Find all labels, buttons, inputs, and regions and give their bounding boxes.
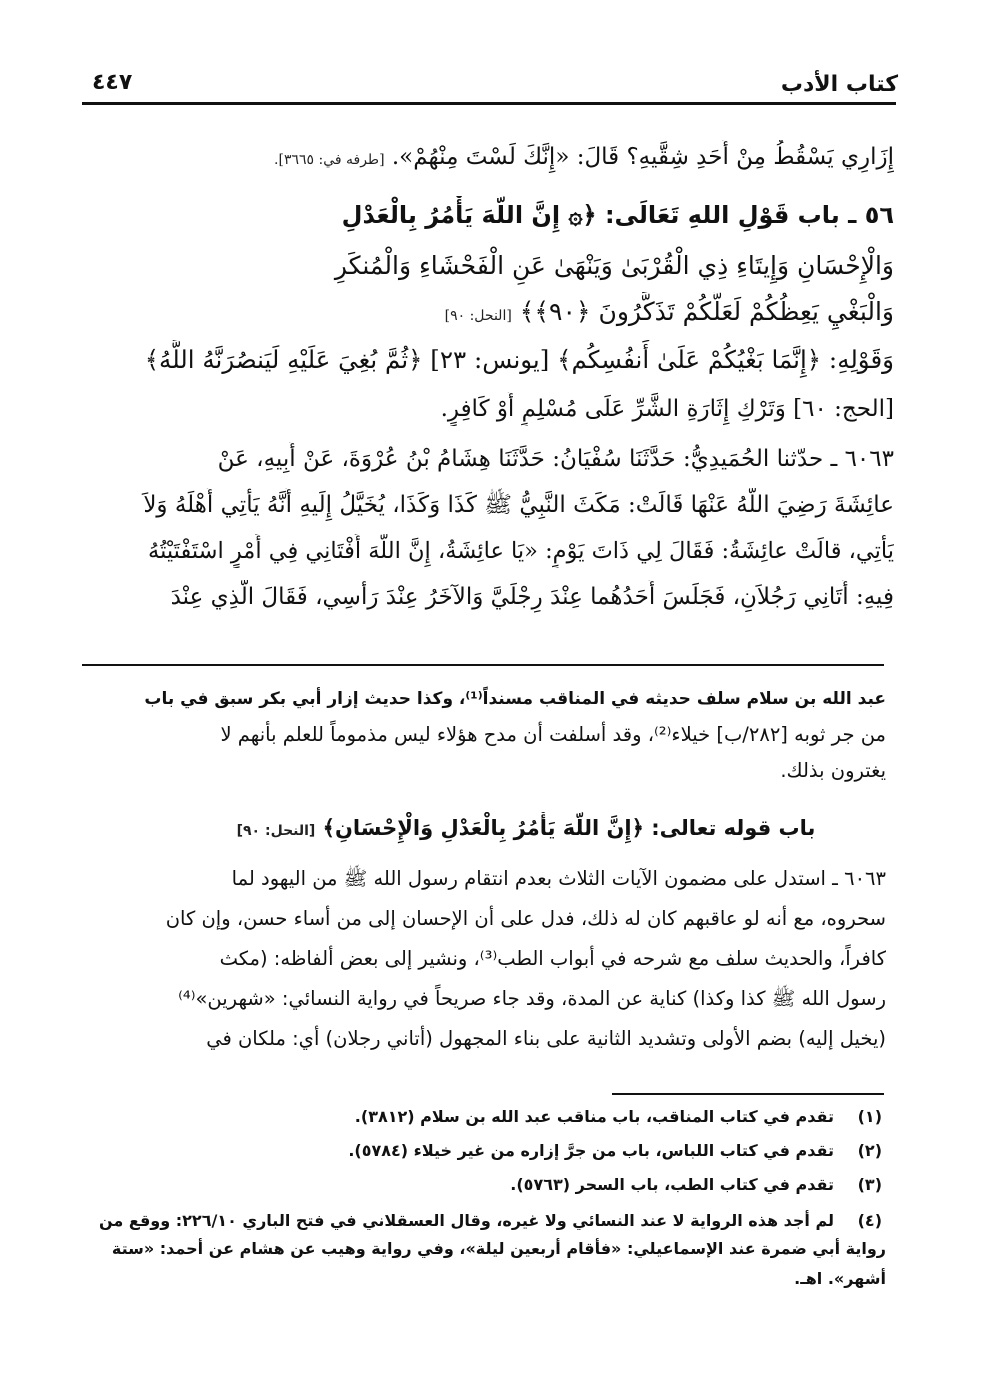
- commentary-line: عبد الله بن سلام سلف حديثه في المناقب مسنداً⁽¹⁾، وكذا حديث إزار أبي بكر سبق في باب: [144, 689, 886, 709]
- footnote-text: رواية أبي ضمرة عند الإسماعيلي: «فأقام أربعين ليلة»، وفي رواية وهيب عن هشام عن أحمد: «ستة: [111, 1239, 886, 1258]
- commentary-line: يغترون بذلك.: [780, 759, 886, 782]
- main-text-line: [134, 140, 894, 177]
- main-text: إِزَارِي يَسْقُطُ مِنْ أَحَدِ شِقَّيهِ؟ قَالَ: «إِنَّكَ لَسْتَ مِنْهُمْ».: [391, 144, 894, 170]
- quote-line: وَقَوْلِهِ: ﴿إِنَّمَا بَغْيُكُمْ عَلَىٰ أَنفُسِكُم﴾ [يونس: ٢٣] ﴿ثُمَّ بُغِيَ عَلَيْهِ لَيَنصُرَنَّهُ اللَّهُ﴾: [144, 345, 894, 374]
- commentary-line: من جر ثوبه [٢٨٢/ب] خيلاء⁽²⁾، وقد أسلفت أن مدح هؤلاء ليس مذموماً للعلم بأنهم لا: [220, 723, 886, 746]
- hadith-line: فِيهِ: أَتَانِي رَجُلاَنِ، فَجَلَسَ أَحَدُهُما عِنْدَ رِجْلَيَّ وَالآخَرُ عِنْدَ رَأْسِي، فَقَالَ الَّذِي عِنْدَ: [170, 584, 894, 610]
- hadith-line: عائِشَةَ رَضِيَ اللَّهُ عَنْهَا قَالَتْ: مَكَثَ النَّبِيُّ ﷺ كَذَا وَكَذَا، يُخَيَّلُ إِلَيهِ أَنَّهُ يَأْتِي أَهْلَهُ وَلاَ: [143, 492, 894, 518]
- commentary-line: ٦٠٦٣ ـ استدل على مضمون الآيات الثلاث بعدم انتقام رسول الله ﷺ من اليهود لما: [231, 867, 886, 890]
- chapter-heading-line: ٥٦ ـ باب قَوْلِ اللهِ تَعَالَى: ﴿۞ إِنَّ اللَّهَ يَأْمُرُ بِالْعَدْلِ: [341, 201, 894, 229]
- chapter-verse-line: [134, 292, 894, 336]
- commentary-heading: باب قوله تعالى: ﴿إِنَّ اللَّهَ يَأْمُرُ بِالْعَدْلِ وَالْإِحْسَانِ﴾: [322, 816, 816, 840]
- footnote-text: تقدم في كتاب اللباس، باب من جرَّ إزاره من غير خيلاء (٥٧٨٤).: [348, 1141, 834, 1160]
- commentary-line: كافراً، والحديث سلف مع شرحه في أبواب الطب⁽³⁾، ونشير إلى بعض ألفاظه: (مكث: [219, 947, 886, 970]
- footnote-text: تقدم في كتاب المناقب، باب مناقب عبد الله بن سلام (٣٨١٢).: [354, 1107, 834, 1126]
- cross-reference: [طرفه في: ٣٦٦٥].: [274, 152, 385, 168]
- hadith-line: ٦٠٦٣ ـ حدّثنا الحُمَيدِيُّ: حَدَّثَنَا سُفْيَانُ: حَدَّثَنَا هِشَامُ بْنُ عُرْوَةَ، عَنْ أَبِيهِ، عَنْ: [217, 446, 894, 472]
- footnote-number: (١): [857, 1107, 882, 1126]
- footnote-number: (٢): [857, 1141, 882, 1160]
- commentary-heading-reference: [النحل: ٩٠]: [236, 823, 316, 839]
- verse-reference: [النحل: ٩٠]: [444, 308, 512, 324]
- page-number: ٤٤٧: [92, 70, 133, 95]
- footnote-text: لم أجد هذه الرواية لا عند النسائي ولا غيره، وقال العسقلاني في فتح الباري ٢٢٦/١٠: ووقع من: [99, 1211, 834, 1230]
- footnote-number: (٤): [857, 1211, 882, 1230]
- commentary-heading-line: [166, 812, 886, 847]
- commentary-line: سحروه، مع أنه لو عاقبهم كان له ذلك، فدل على أن الإحسان إلى من أساء حسن، وإن كان: [165, 907, 886, 930]
- verse-text: وَالْبَغْيِ يَعِظُكُمْ لَعَلَّكُمْ تَذَكَّرُونَ ﴿٩٠﴾﴾: [519, 297, 894, 326]
- chapter-verse-line: وَالْإِحْسَانِ وَإِيتَاءِ ذِي الْقُرْبَىٰ وَيَنْهَىٰ عَنِ الْفَحْشَاءِ وَالْمُنكَرِ: [334, 251, 894, 280]
- section-divider: [82, 664, 884, 666]
- footnote-text: أشهر». اهـ.: [794, 1269, 886, 1288]
- quote-line: [الحج: ٦٠] وَتَرْكِ إِثَارَةِ الشَّرِّ عَلَى مُسْلِمٍ أَوْ كَافِرٍ.: [440, 396, 894, 422]
- header-rule: [82, 102, 896, 105]
- commentary-line: (يخيل إليه) بضم الأولى وتشديد الثانية على بناء المجهول (أتاني رجلان) أي: ملكان في: [206, 1027, 886, 1050]
- hadith-line: يَأْتِي، قالَتْ عائِشَةُ: فَقَالَ لِي ذَاتَ يَوْمٍ: «يَا عائِشَةُ، إِنَّ اللَّهَ أَفْتَانِي فِي أَمْرٍ اسْتَفْتَيْتُهُ: [148, 538, 894, 564]
- footnote-divider: [612, 1093, 884, 1095]
- commentary-line: رسول الله ﷺ كذا وكذا) كناية عن المدة، وقد جاء صريحاً في رواية النسائي: «شهرين»⁽⁴⁾: [178, 987, 886, 1010]
- footnote-text: تقدم في كتاب الطب، باب السحر (٥٧٦٣).: [510, 1175, 834, 1194]
- footnote-number: (٣): [857, 1175, 882, 1194]
- running-header-title: كتاب الأدب: [780, 72, 898, 97]
